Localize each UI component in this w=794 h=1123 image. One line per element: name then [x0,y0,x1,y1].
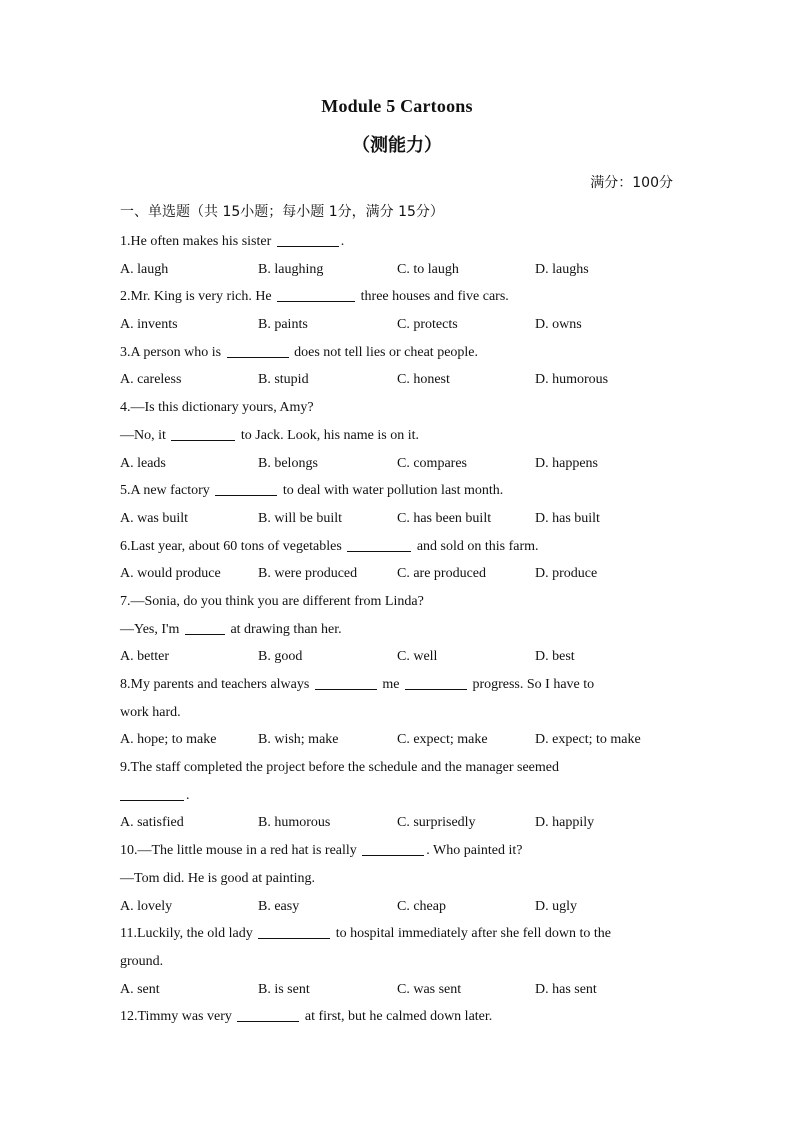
option-b: B. laughing [258,261,324,277]
option-d: D. laughs [535,261,589,277]
option-a: A. careless [120,372,182,388]
question-6: 6.Last year, about 60 tons of vegetables and sold on this farm. [120,538,539,554]
option-c: C. expect; make [397,732,488,748]
option-d: D. best [535,649,575,665]
option-a: A. hope; to make [120,732,217,748]
option-c: C. honest [397,372,450,388]
option-c: C. cheap [397,898,446,914]
option-c: C. protects [397,317,458,333]
option-d: D. happily [535,815,595,831]
option-b: B. were produced [258,566,358,582]
option-d: D. has built [535,510,600,526]
answer-blank [347,537,411,552]
options-3 [120,366,680,394]
question-2: 2.Mr. King is very rich. He three houses and five cars. [120,289,509,305]
answer-blank [277,232,339,247]
option-c: C. well [397,649,438,665]
options-10 [120,893,680,921]
option-b: B. paints [258,317,308,333]
option-d: D. humorous [535,372,609,388]
option-c: C. compares [397,455,467,471]
option-c: C. was sent [397,981,462,997]
options-8 [120,726,680,754]
answer-blank [405,675,467,690]
question-11-cont: ground. [120,953,164,969]
question-5: 5.A new factory to deal with water pollution last month. [120,483,504,499]
option-b: B. easy [258,898,300,914]
question-4: 4.—Is this dictionary yours, Amy? [120,400,314,416]
option-a: A. better [120,649,169,665]
option-b: B. is sent [258,981,310,997]
option-a: A. would produce [120,566,221,582]
question-9: 9.The staff completed the project before the schedule and the manager seemed [120,760,559,776]
options-7 [120,643,680,671]
option-c: C. has been built [397,510,492,526]
option-a: A. satisfied [120,815,184,831]
option-c: C. to laugh [397,261,459,277]
answer-blank [185,620,225,635]
option-d: D. has sent [535,981,597,997]
question-4-reply: —No, it to Jack. Look, his name is on it. [120,427,419,443]
options-11 [120,976,680,1004]
option-a: A. lovely [120,898,173,914]
options-5 [120,505,680,533]
option-d: D. owns [535,317,582,333]
question-10: 10.—The little mouse in a red hat is really . Who painted it? [120,843,523,859]
options-1 [120,256,680,284]
option-b: B. humorous [258,815,331,831]
option-a: A. laugh [120,261,169,277]
options-6 [120,560,680,588]
option-d: D. expect; to make [535,732,641,748]
options-2 [120,311,680,339]
section-heading: 一、单选题（共 15小题；每小题 1分，满分 15分） [120,204,444,220]
total-score: 满分：100分 [590,175,673,191]
option-d: D. produce [535,566,598,582]
options-9 [120,809,680,837]
option-c: C. are produced [397,566,487,582]
option-a: A. invents [120,317,178,333]
answer-blank [227,343,289,358]
option-c: C. surprisedly [397,815,476,831]
option-b: B. good [258,649,303,665]
option-d: D. happens [535,455,598,471]
options-4 [120,450,680,478]
option-b: B. stupid [258,372,309,388]
option-b: B. belongs [258,455,318,471]
question-8-cont: work hard. [120,704,181,720]
question-12: 12.Timmy was very at first, but he calmed down later. [120,1009,493,1025]
option-b: B. wish; make [258,732,339,748]
answer-blank [258,924,330,939]
answer-blank [237,1007,299,1022]
question-1: 1.He often makes his sister . [120,234,345,249]
answer-blank [315,675,377,690]
answer-blank [120,786,184,801]
question-3: 3.A person who is does not tell lies or cheat people. [120,344,479,360]
option-a: A. was built [120,510,189,526]
option-a: A. leads [120,455,166,471]
answer-blank [277,287,355,302]
page-subtitle: （测能力） [352,135,442,156]
page-title: Module 5 Cartoons [321,96,473,116]
answer-blank [215,481,277,496]
question-11: 11.Luckily, the old lady to hospital immediately after she fell down to the [120,926,611,942]
question-10-reply: —Tom did. He is good at painting. [120,870,316,886]
question-7-reply: —Yes, I'm at drawing than her. [120,621,342,637]
answer-blank [171,426,235,441]
question-8: 8.My parents and teachers always me progress. So I have to [120,677,595,692]
option-b: B. will be built [258,510,342,526]
question-9-cont: . [120,782,680,810]
option-a: A. sent [120,981,160,997]
answer-blank [362,841,424,856]
option-d: D. ugly [535,898,577,914]
question-7: 7.—Sonia, do you think you are different from Linda? [120,593,424,609]
question-list [120,228,680,1031]
